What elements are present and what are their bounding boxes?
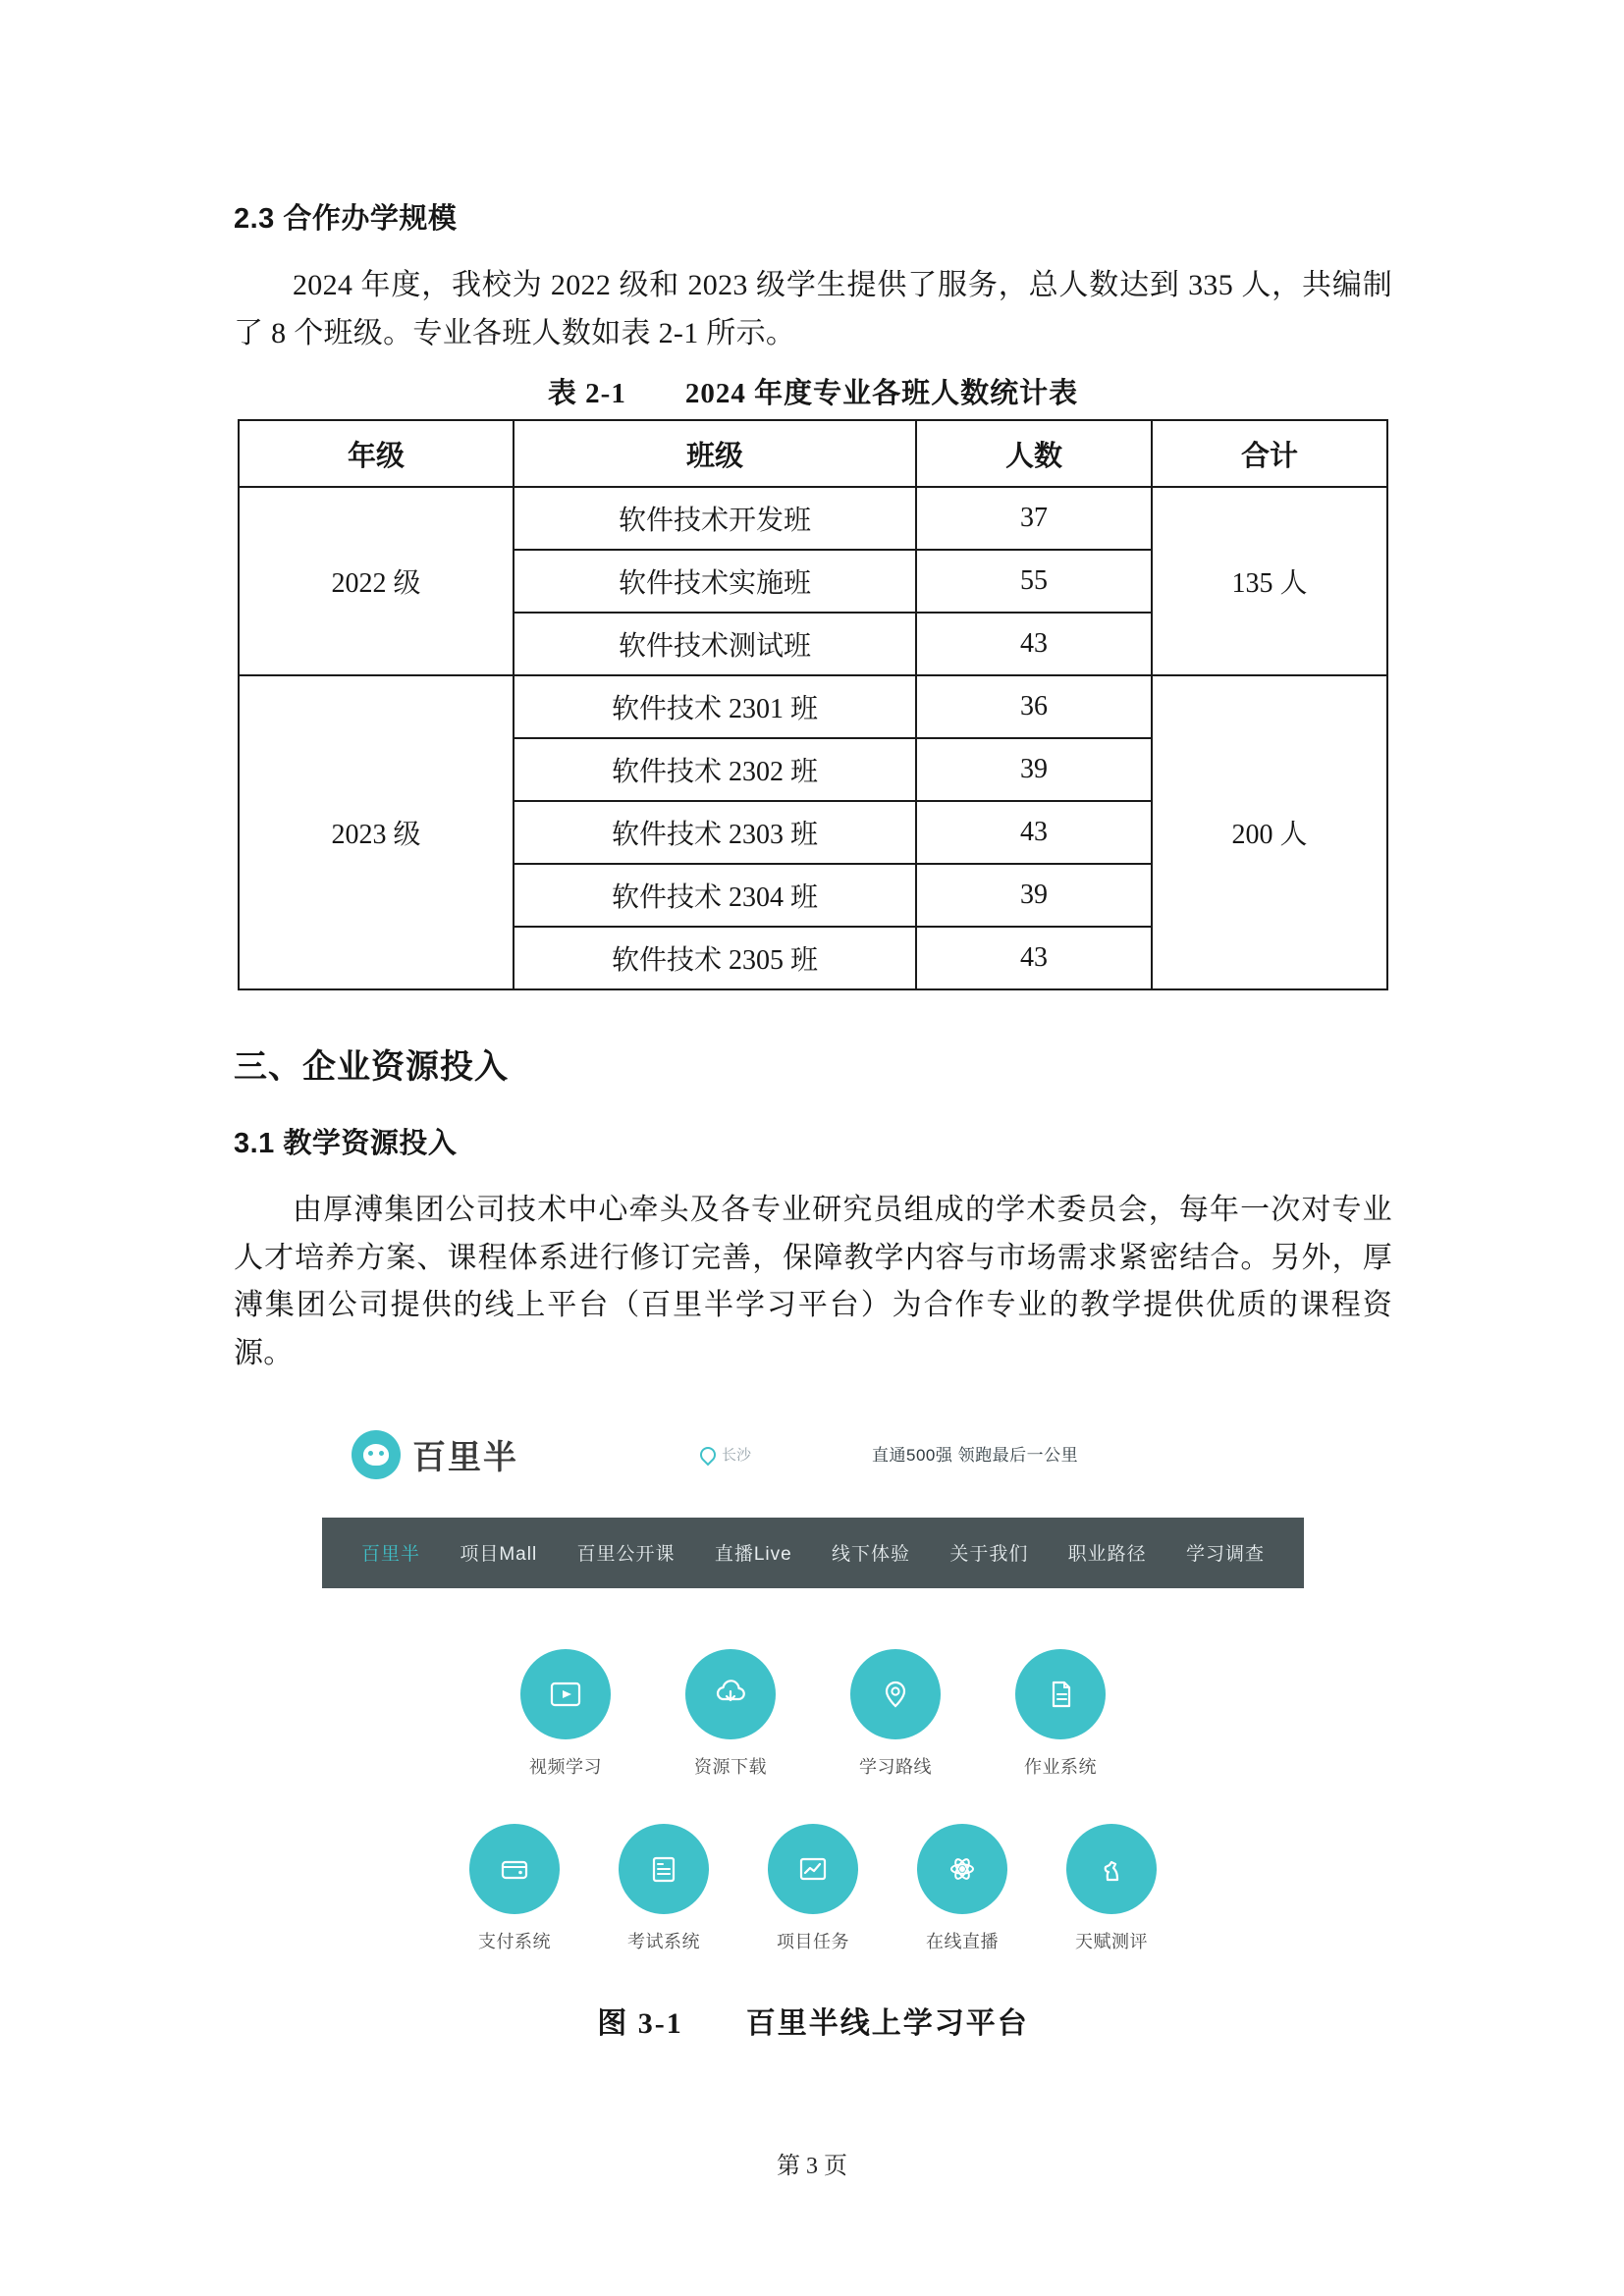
cell-grade: 2023 级 [239,675,514,989]
exam-paper-icon [619,1824,709,1914]
table-header-total: 合计 [1152,420,1387,487]
figure-platform-screenshot [322,1402,1304,2042]
cell-class: 软件技术测试班 [514,613,916,675]
brand-logo [352,1430,518,1479]
cell-count: 43 [916,801,1152,864]
cell-total: 135 人 [1152,487,1387,675]
feature-live-streaming[interactable] [888,1824,1037,1953]
location-selector[interactable] [700,1444,751,1465]
chess-knight-icon [1066,1824,1157,1914]
cell-count: 43 [916,613,1152,675]
nav-item-learning-survey[interactable]: 学习调查 [1185,1544,1265,1566]
cell-class: 软件技术 2303 班 [514,801,916,864]
paragraph-2: 由厚溥集团公司技术中心牵头及各专业研究员组成的学术委员会，每年一次对专业人才培养方案、课程体系进行修订完善，保障教学内容与市场需求紧密结合。另外，厚溥集团公司提供的线上平台（百里半学习平台）为合作专业的教学提供优质的课程资源。 [234,1194,1392,1369]
feature-talent-assessment[interactable] [1037,1824,1186,1953]
cloud-download-icon [685,1649,776,1739]
cell-class: 软件技术 2301 班 [514,675,916,738]
feature-label: 在线直播 [926,1931,999,1951]
feature-label: 天赋测评 [1075,1931,1148,1951]
feature-label: 项目任务 [777,1931,849,1951]
table-header-class: 班级 [514,420,916,487]
cell-count: 39 [916,738,1152,801]
cell-class: 软件技术 2304 班 [514,864,916,927]
feature-resource-download[interactable] [648,1649,813,1779]
table-row [239,675,1387,738]
platform-navbar [322,1518,1304,1588]
monkey-face-icon [352,1430,401,1479]
feature-row-2 [440,1824,1186,1953]
table-header-row [239,420,1387,487]
cell-count: 39 [916,864,1152,927]
feature-homework-system[interactable] [978,1649,1143,1779]
play-icon [520,1649,611,1739]
feature-row-1 [440,1649,1186,1779]
nav-item-offline-experience[interactable]: 线下体验 [831,1544,910,1566]
paragraph-1: 2024 年度，我校为 2022 级和 2023 级学生提供了服务，总人数达到 335 人，共编制了 8 个班级。专业各班人数如表 2-1 所示。 [234,269,1392,349]
document-icon [1015,1649,1106,1739]
cell-count: 55 [916,550,1152,613]
bleed-through-text: ⠀ ⠀ ⠀ ⠀ ⠀ [1070,196,1219,226]
nav-item-about-us[interactable]: 关于我们 [949,1544,1029,1566]
section-heading: 2.3 合作办学规模 [234,203,458,235]
platform-mock [322,1402,1304,1953]
cell-class: 软件技术 2302 班 [514,738,916,801]
feature-project-task[interactable] [738,1824,888,1953]
feature-label: 学习路线 [859,1756,932,1777]
nav-item-career-path[interactable]: 职业路径 [1067,1544,1147,1566]
feature-label: 支付系统 [478,1931,551,1951]
brand-name: 百里半 [412,1439,518,1477]
chart-icon [768,1824,858,1914]
cell-class: 软件技术开发班 [514,487,916,550]
feature-exam-system[interactable] [589,1824,738,1953]
feature-label: 资源下载 [694,1756,767,1777]
cell-class: 软件技术实施班 [514,550,916,613]
nav-item-open-course[interactable]: 百里公开课 [576,1544,676,1566]
table-caption: 表 2-1 2024 年度专业各班人数统计表 [547,378,1079,410]
page-content [234,196,1392,2042]
chapter-heading: 三、企业资源投入 [234,1048,509,1087]
map-pin-icon [850,1649,941,1739]
feature-label: 作业系统 [1024,1756,1097,1777]
table-row [239,487,1387,550]
class-statistics-table [238,419,1388,990]
cell-total: 200 人 [1152,675,1387,989]
wallet-icon [469,1824,560,1914]
nav-item-live[interactable]: 直播Live [714,1544,792,1566]
location-label: 长沙 [722,1447,752,1465]
map-pin-icon [697,1443,720,1466]
cell-count: 37 [916,487,1152,550]
nav-item-home[interactable]: 百里半 [361,1544,421,1566]
cell-class: 软件技术 2305 班 [514,927,916,989]
nav-item-project-mall[interactable]: 项目Mall [460,1544,538,1566]
feature-payment-system[interactable] [440,1824,589,1953]
feature-label: 考试系统 [627,1931,700,1951]
feature-label: 视频学习 [529,1756,602,1777]
platform-slogan: 直通500强 领跑最后一公里 [872,1445,1079,1465]
page-number: 第 3 页 [777,2154,847,2179]
subsection-heading: 3.1 教学资源投入 [234,1128,458,1160]
feature-learning-path[interactable] [813,1649,978,1779]
cell-count: 36 [916,675,1152,738]
figure-caption: 图 3-1 百里半线上学习平台 [597,2006,1029,2040]
cell-count: 43 [916,927,1152,989]
atom-icon [917,1824,1007,1914]
feature-video-learning[interactable] [483,1649,648,1779]
table-header-count: 人数 [916,420,1152,487]
platform-header [322,1402,1304,1508]
table-header-grade: 年级 [239,420,514,487]
cell-grade: 2022 级 [239,487,514,675]
platform-feature-grid [440,1649,1186,1953]
